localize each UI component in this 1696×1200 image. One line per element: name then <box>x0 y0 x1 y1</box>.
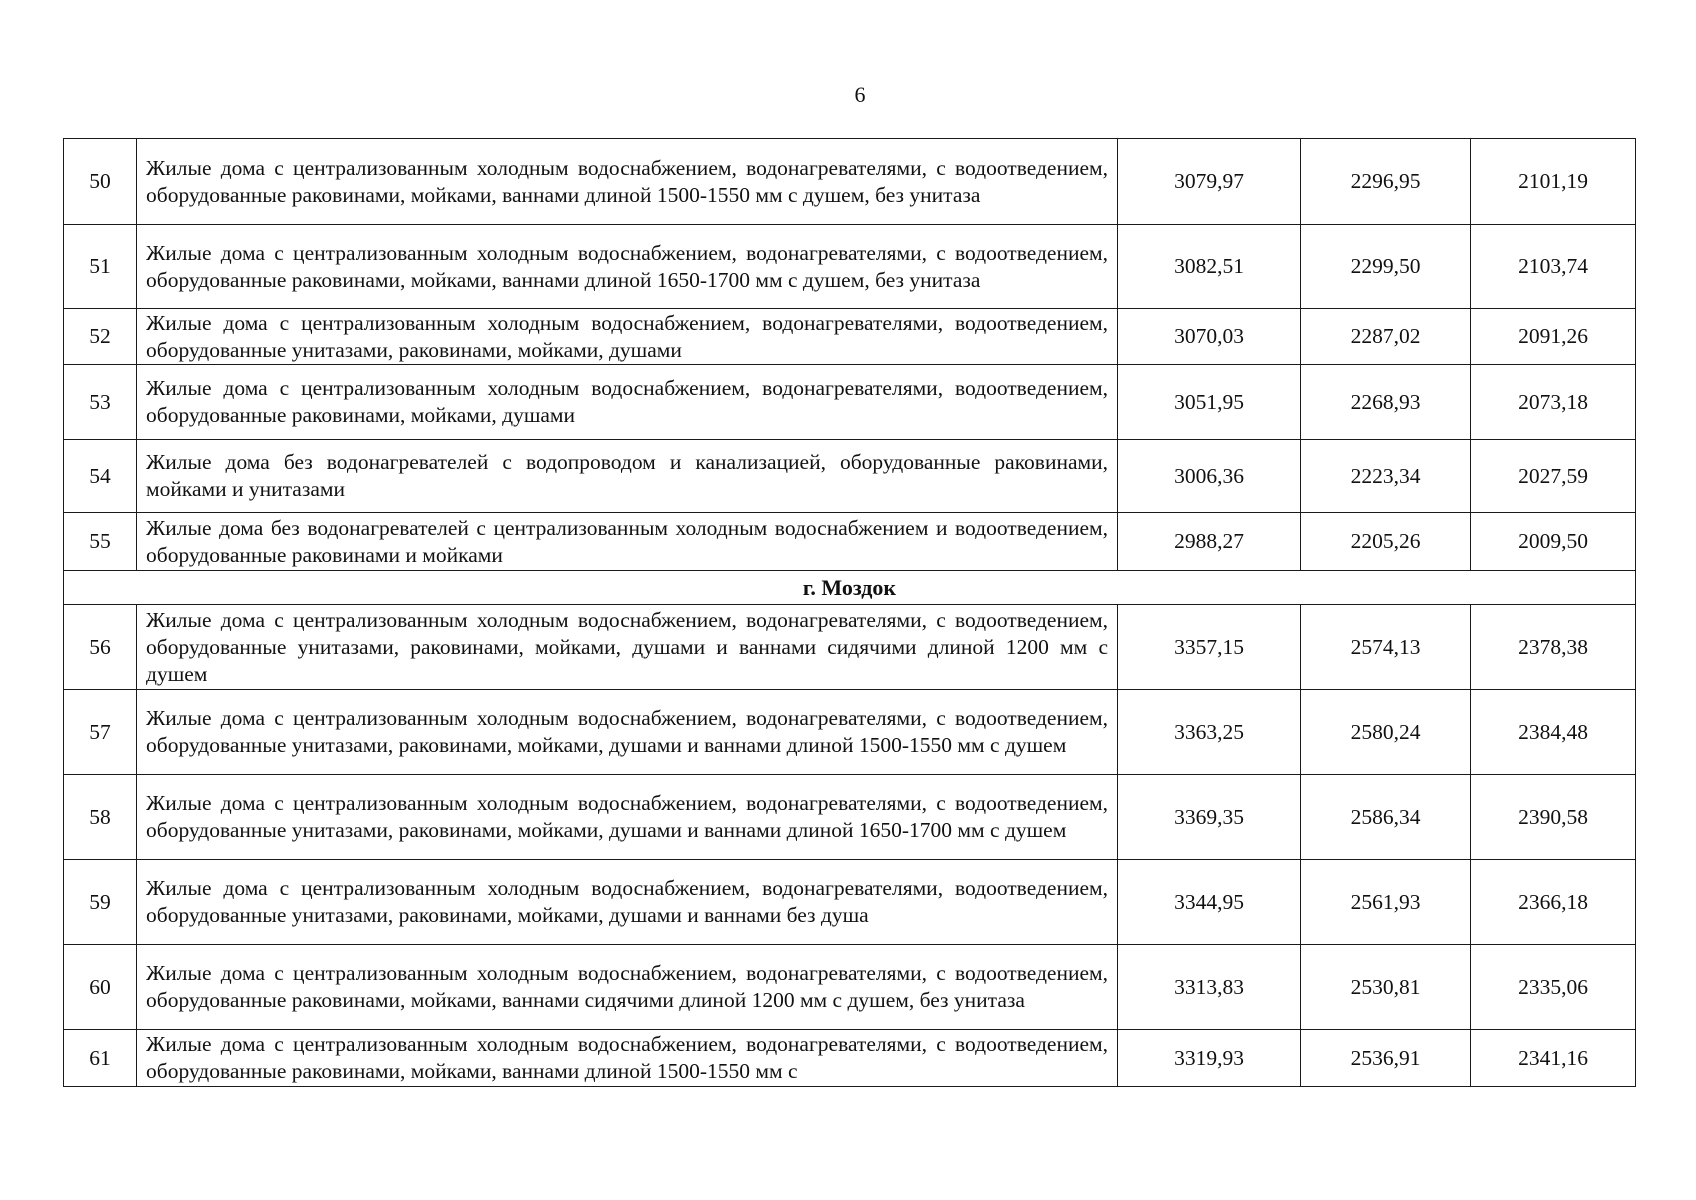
table-row <box>64 860 1636 945</box>
row-value-2: 2299,50 <box>1301 225 1471 309</box>
row-value-3: 2378,38 <box>1471 605 1636 690</box>
row-description: Жилые дома с централизованным холодным водоснабжением, водонагревателями, водоотведением, оборудованные унитазами, раковинами, мойками, душами и ваннами без душа <box>137 860 1118 945</box>
row-value-2: 2580,24 <box>1301 690 1471 775</box>
row-number: 61 <box>64 1030 137 1087</box>
row-value-3: 2366,18 <box>1471 860 1636 945</box>
row-description: Жилые дома без водонагревателей с водопроводом и канализацией, оборудованные раковинами, мойками и унитазами <box>137 440 1118 513</box>
row-value-2: 2536,91 <box>1301 1030 1471 1087</box>
row-value-1: 3363,25 <box>1118 690 1301 775</box>
row-description: Жилые дома с централизованным холодным водоснабжением, водонагревателями, с водоотведением, оборудованные раковинами, мойками, ваннами сидячими длиной 1200 мм с душем, без унитаза <box>137 945 1118 1030</box>
row-description: Жилые дома с централизованным холодным водоснабжением, водонагревателями, водоотведением, оборудованные раковинами, мойками, душами <box>137 365 1118 440</box>
row-number: 57 <box>64 690 137 775</box>
row-number: 53 <box>64 365 137 440</box>
row-number: 50 <box>64 139 137 225</box>
row-number: 54 <box>64 440 137 513</box>
row-value-3: 2091,26 <box>1471 309 1636 365</box>
tariff-table <box>63 138 1636 1087</box>
table-row <box>64 225 1636 309</box>
table-row <box>64 1030 1636 1087</box>
row-value-1: 3357,15 <box>1118 605 1301 690</box>
row-value-3: 2073,18 <box>1471 365 1636 440</box>
table-row <box>64 945 1636 1030</box>
row-value-3: 2384,48 <box>1471 690 1636 775</box>
row-value-2: 2205,26 <box>1301 513 1471 571</box>
row-number: 60 <box>64 945 137 1030</box>
row-value-1: 3319,93 <box>1118 1030 1301 1087</box>
row-value-3: 2390,58 <box>1471 775 1636 860</box>
table-row <box>64 690 1636 775</box>
row-value-2: 2296,95 <box>1301 139 1471 225</box>
row-description: Жилые дома с централизованным холодным водоснабжением, водонагревателями, с водоотведением, оборудованные унитазами, раковинами, мойками, душами и ваннами сидячими длиной 1200 мм с душем <box>137 605 1118 690</box>
table-row <box>64 440 1636 513</box>
row-value-2: 2561,93 <box>1301 860 1471 945</box>
row-value-2: 2287,02 <box>1301 309 1471 365</box>
row-description: Жилые дома без водонагревателей с централизованным холодным водоснабжением и водоотведением, оборудованные раковинами и мойками <box>137 513 1118 571</box>
row-description: Жилые дома с централизованным холодным водоснабжением, водонагревателями, с водоотведением, оборудованные раковинами, мойками, ваннами длиной 1650-1700 мм с душем, без унитаза <box>137 225 1118 309</box>
table-row <box>64 605 1636 690</box>
row-number: 56 <box>64 605 137 690</box>
table-row <box>64 513 1636 571</box>
row-value-2: 2530,81 <box>1301 945 1471 1030</box>
row-value-1: 3344,95 <box>1118 860 1301 945</box>
row-number: 59 <box>64 860 137 945</box>
row-value-1: 3082,51 <box>1118 225 1301 309</box>
section-header-row <box>64 571 1636 605</box>
row-description: Жилые дома с централизованным холодным водоснабжением, водонагревателями, водоотведением, оборудованные унитазами, раковинами, мойками, душами <box>137 309 1118 365</box>
row-value-3: 2103,74 <box>1471 225 1636 309</box>
row-value-1: 3051,95 <box>1118 365 1301 440</box>
table-row <box>64 309 1636 365</box>
table-row <box>64 139 1636 225</box>
row-value-2: 2268,93 <box>1301 365 1471 440</box>
row-number: 55 <box>64 513 137 571</box>
row-value-1: 3079,97 <box>1118 139 1301 225</box>
row-description <box>137 1030 1118 1087</box>
row-value-1: 3369,35 <box>1118 775 1301 860</box>
row-value-2: 2223,34 <box>1301 440 1471 513</box>
row-description: Жилые дома с централизованным холодным водоснабжением, водонагревателями, с водоотведением, оборудованные унитазами, раковинами, мойками, душами и ваннами длиной 1650-1700 мм с душем <box>137 775 1118 860</box>
row-value-3: 2009,50 <box>1471 513 1636 571</box>
row-value-2: 2586,34 <box>1301 775 1471 860</box>
row-value-3: 2101,19 <box>1471 139 1636 225</box>
table-row <box>64 365 1636 440</box>
row-value-1: 3070,03 <box>1118 309 1301 365</box>
row-description: Жилые дома с централизованным холодным водоснабжением, водонагревателями, с водоотведением, оборудованные унитазами, раковинами, мойками, душами и ваннами длиной 1500-1550 мм с душем <box>137 690 1118 775</box>
row-description-text: Жилые дома с централизованным холодным водоснабжением, водонагревателями, с водоотведением, оборудованные раковинами, мойками, ваннами длиной 1500-1550 мм с <box>146 1032 1108 1083</box>
row-number: 52 <box>64 309 137 365</box>
row-value-3: 2335,06 <box>1471 945 1636 1030</box>
table-row <box>64 775 1636 860</box>
row-number: 51 <box>64 225 137 309</box>
row-number: 58 <box>64 775 137 860</box>
section-title: г. Моздок <box>64 571 1636 605</box>
row-description: Жилые дома с централизованным холодным водоснабжением, водонагревателями, с водоотведением, оборудованные раковинами, мойками, ваннами длиной 1500-1550 мм с душем, без унитаза <box>137 139 1118 225</box>
page-number: 6 <box>854 82 866 107</box>
row-value-3: 2027,59 <box>1471 440 1636 513</box>
row-value-1: 2988,27 <box>1118 513 1301 571</box>
row-value-3: 2341,16 <box>1471 1030 1636 1087</box>
row-value-1: 3313,83 <box>1118 945 1301 1030</box>
row-value-1: 3006,36 <box>1118 440 1301 513</box>
row-value-2: 2574,13 <box>1301 605 1471 690</box>
